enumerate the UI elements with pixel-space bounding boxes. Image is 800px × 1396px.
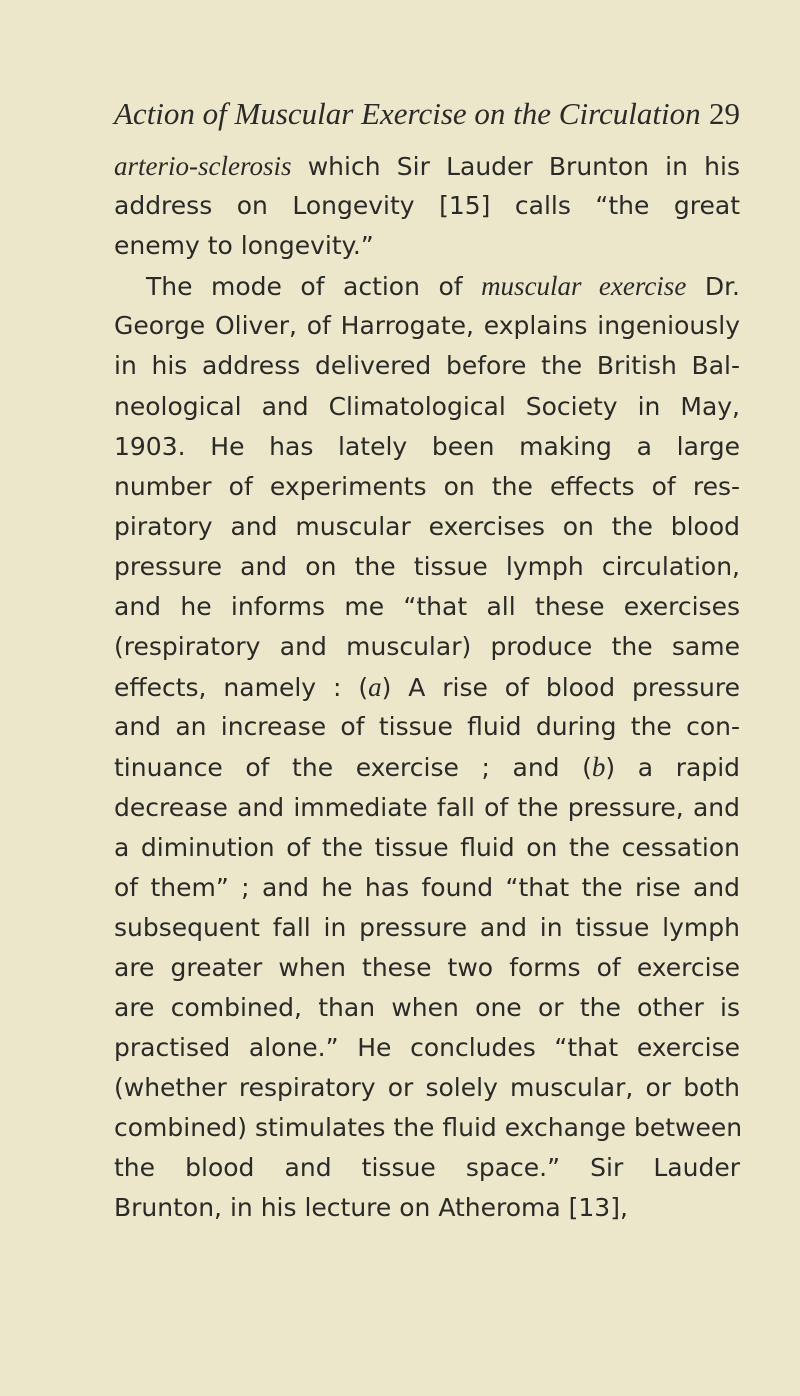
running-title: Action of Muscular Exercise on the Circulation	[114, 96, 701, 131]
text-line	[114, 1108, 743, 1148]
text-line	[114, 908, 740, 948]
text-span: number of experiments on the effects of res-	[114, 471, 740, 501]
text-line	[114, 747, 740, 787]
text-span: and he informs me “that all these exercises	[114, 592, 740, 622]
text-line	[114, 427, 740, 467]
text-span: address on Longevity [15] calls “the great	[114, 191, 740, 221]
text-line	[114, 226, 740, 266]
text-line	[114, 667, 740, 707]
text-span: of them” ; and he has found “that the rise and	[114, 872, 740, 902]
text-line	[114, 266, 740, 306]
text-span: 1903. He has lately been making a large	[114, 431, 740, 461]
text-span: combined) stimulates the fluid exchange between	[114, 1113, 743, 1143]
text-span: (whether respiratory or solely muscular, or both	[114, 1073, 740, 1103]
text-span: which Sir Lauder Brunton in his	[291, 152, 740, 181]
italic-span: a	[368, 672, 382, 703]
text-span: pressure and on the tissue lymph circulation,	[114, 551, 740, 581]
text-span: The mode of action of	[146, 272, 482, 302]
text-line	[114, 1068, 740, 1108]
text-span: a diminution of the tissue fluid on the cessation	[114, 832, 740, 862]
text-line	[114, 587, 740, 627]
italic-span: muscular exercise	[481, 271, 687, 302]
text-span: effects, namely : (	[114, 673, 369, 703]
text-span: ) A rise of blood pressure	[381, 673, 740, 703]
text-span: decrease and immediate fall of the pressure, and	[114, 792, 740, 822]
running-header	[114, 96, 740, 140]
text-line	[114, 467, 740, 507]
text-span: George Oliver, of Harrogate, explains ingeniously	[114, 311, 740, 341]
text-span: in his address delivered before the British Bal-	[114, 351, 740, 381]
text-line	[114, 387, 740, 427]
italic-span: b	[591, 752, 606, 783]
text-line	[114, 346, 740, 386]
text-span: tinuance of the exercise ; and (	[114, 753, 592, 783]
text-span: ) a rapid	[605, 753, 741, 783]
text-span: are greater when these two forms of exercise	[114, 952, 740, 982]
text-line	[114, 547, 740, 587]
text-span: neological and Climatological Society in May,	[114, 391, 740, 421]
text-line	[114, 868, 740, 908]
text-line	[114, 627, 740, 667]
text-line	[114, 146, 740, 186]
text-span: Dr.	[686, 272, 740, 302]
body-text	[114, 146, 743, 1229]
text-line	[114, 1028, 740, 1068]
text-line	[114, 1148, 740, 1188]
text-line	[114, 988, 740, 1028]
text-line	[114, 1188, 740, 1228]
text-line	[114, 788, 740, 828]
text-span: and an increase of tissue fluid during the con-	[114, 712, 740, 742]
text-span: are combined, than when one or the other is	[114, 992, 740, 1022]
text-span: subsequent fall in pressure and in tissue lymph	[114, 912, 740, 942]
text-span: the blood and tissue space.” Sir Lauder	[114, 1153, 740, 1183]
italic-span: arterio-sclerosis	[114, 151, 292, 181]
page-number: 29	[709, 96, 740, 131]
text-span: (respiratory and muscular) produce the same	[114, 632, 740, 662]
text-span: practised alone.” He concludes “that exercise	[114, 1033, 740, 1063]
text-line	[114, 186, 740, 226]
text-span: piratory and muscular exercises on the blood	[114, 511, 740, 541]
text-line	[114, 507, 740, 547]
text-line	[114, 707, 740, 747]
text-span: enemy to longevity.”	[114, 231, 374, 261]
text-line	[114, 306, 740, 346]
text-line	[114, 828, 740, 868]
text-line	[114, 948, 740, 988]
text-span: Brunton, in his lecture on Atheroma [13],	[114, 1193, 628, 1223]
